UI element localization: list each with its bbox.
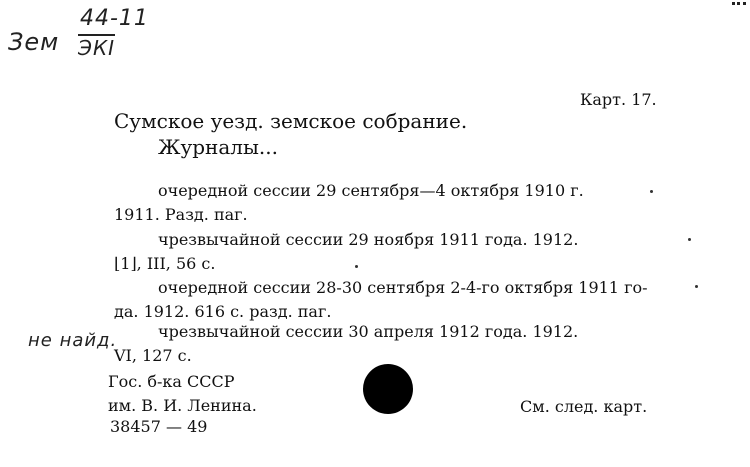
entry-line-5: очередной сессии 28-30 сентября 2-4-го октября 1911 го- — [158, 278, 648, 297]
see-next-card: См. след. карт. — [520, 397, 648, 416]
entry-line-6: да. 1912. 616 с. разд. паг. — [114, 302, 332, 321]
entry-line-7: чрезвычайной сессии 30 апреля 1912 года. 1912. — [158, 322, 579, 341]
corner-marks — [732, 2, 746, 13]
speck — [688, 238, 691, 241]
entry-line-4: ⌊1⌋, III, 56 с. — [114, 254, 216, 273]
card-subtitle: Журналы... — [158, 135, 278, 159]
entry-line-3: чрезвычайной сессии 29 ноября 1911 года. 1912. — [158, 230, 579, 249]
entry-line-2: 1911. Разд. паг. — [114, 205, 248, 224]
speck — [650, 190, 653, 193]
card-number: Карт. 17. — [580, 90, 657, 109]
library-line-2: им. В. И. Ленина. — [108, 396, 257, 415]
handwritten-note: не найд. — [28, 330, 118, 351]
library-call-number: 38457 — 49 — [110, 417, 208, 436]
speck — [695, 285, 698, 288]
handwritten-code: 44-11 — [80, 6, 149, 31]
entry-line-1: очередной сессии 29 сентября—4 октября 1910 г. — [158, 181, 584, 200]
entry-line-8: VI, 127 с. — [114, 346, 192, 365]
speck — [355, 265, 358, 268]
card-title: Сумское уезд. земское собрание. — [114, 109, 468, 133]
library-line-1: Гос. б-ка СССР — [108, 372, 235, 391]
handwritten-fraction: ЭКI — [78, 36, 116, 60]
handwritten-zem: Зем — [8, 28, 60, 56]
punch-hole — [363, 364, 413, 414]
